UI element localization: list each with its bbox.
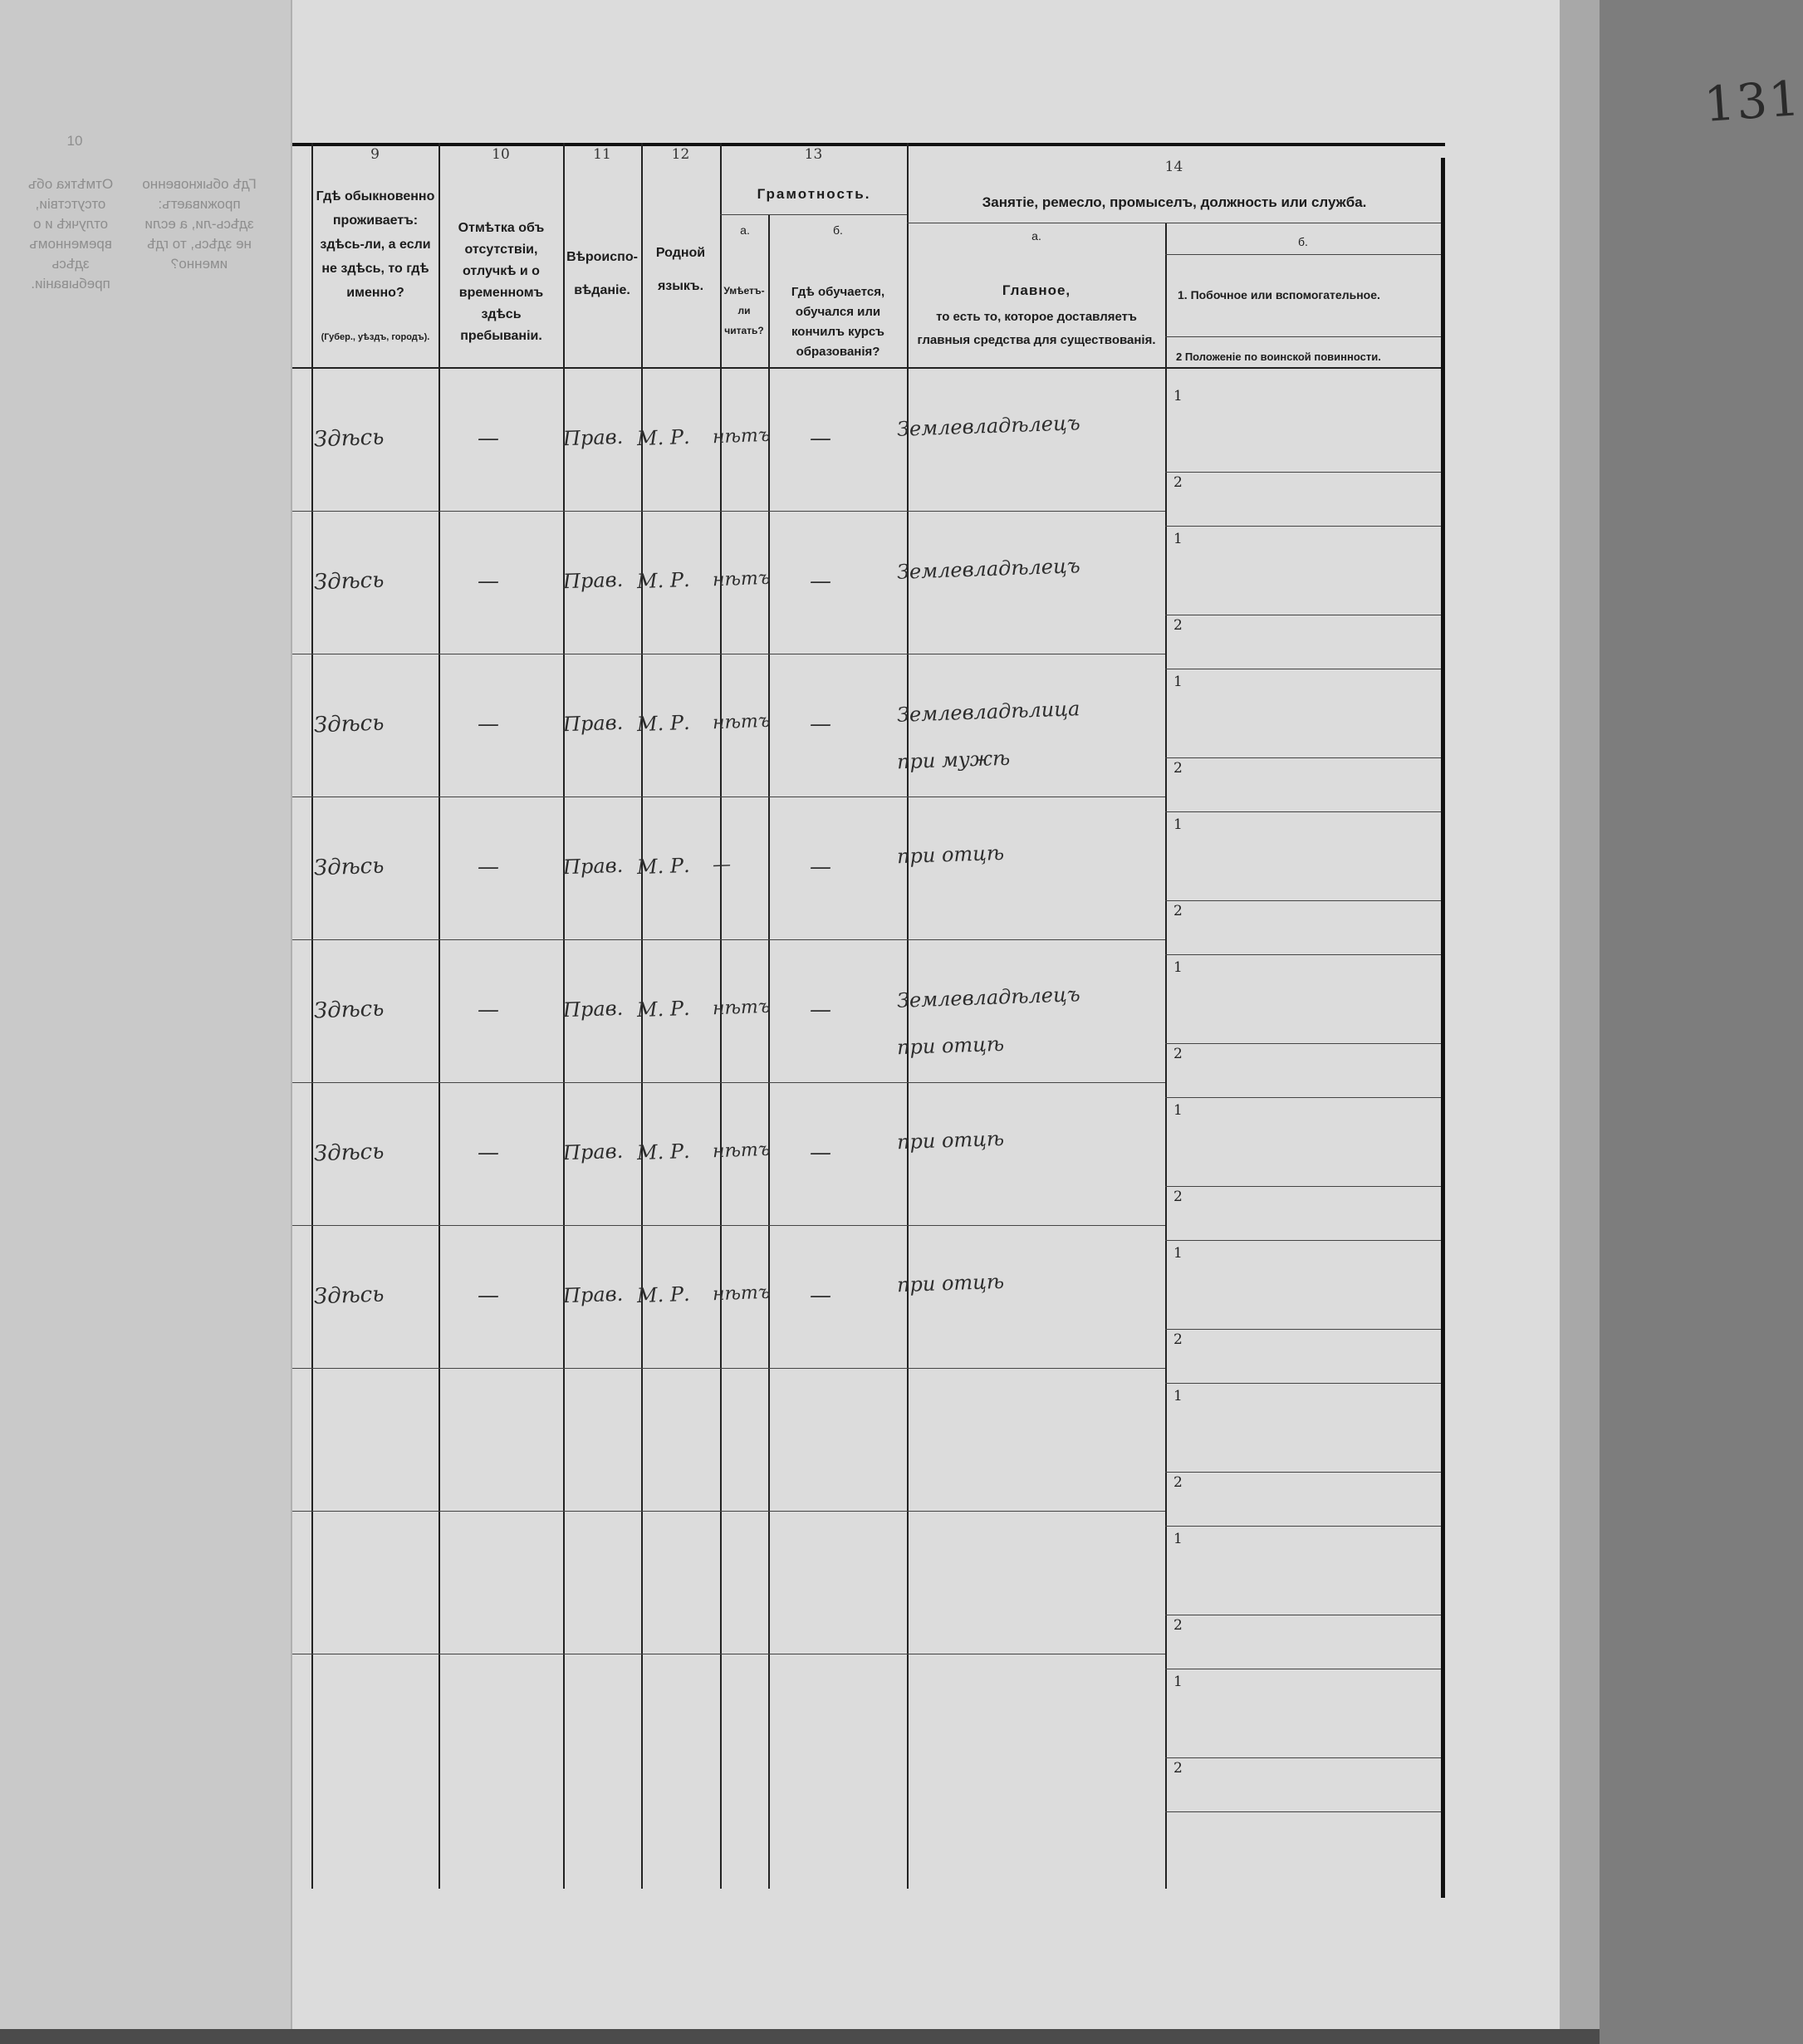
- entry-language: М. Р.: [636, 1282, 691, 1308]
- entry-literacy: нѣтъ: [712, 710, 771, 734]
- entry-language: М. Р.: [636, 710, 691, 737]
- entry-occupation: Землевладѣлецъ: [896, 554, 1081, 584]
- entry-occupation-extra: при мужѣ: [896, 746, 1011, 774]
- entry-religion: Прав.: [562, 996, 624, 1022]
- entry-occupation: Землевладѣлица: [896, 697, 1080, 727]
- entry-language: М. Р.: [636, 853, 691, 880]
- row-mark-1: 1: [1173, 959, 1183, 976]
- entry-religion: Прав.: [562, 424, 624, 451]
- row-mark-2: 2: [1173, 1331, 1183, 1348]
- entry-religion: Прав.: [562, 710, 624, 737]
- row-subdivider: [1165, 1240, 1441, 1241]
- header-religion: Вѣроиспо-вѣданіе.: [566, 250, 638, 297]
- header-secondary-occupation: 1. Побочное или вспомогательное.: [1178, 288, 1380, 301]
- entry-absence: —: [478, 712, 499, 737]
- entry-education: —: [810, 855, 831, 880]
- row-mark-1: 1: [1173, 816, 1183, 833]
- entry-literacy: нѣтъ: [712, 424, 771, 449]
- entry-language: М. Р.: [636, 567, 691, 594]
- header-can-read: Умѣетъ-ли читать?: [723, 285, 765, 336]
- entry-education: —: [810, 569, 831, 594]
- scan-bottom-edge: [0, 2029, 1600, 2044]
- col-number-13: 13: [804, 146, 823, 163]
- entry-literacy: нѣтъ: [712, 567, 771, 591]
- row-mark-1: 1: [1173, 1102, 1183, 1119]
- header-education: Гдѣ обучается, обучался или кончилъ курсъ образованія?: [791, 285, 885, 359]
- entry-residence: Здѣсь: [313, 567, 385, 596]
- row-subdivider: [1165, 757, 1441, 758]
- row-divider: [292, 511, 1165, 512]
- row-subdivider: [1165, 1472, 1441, 1473]
- entry-occupation: Землевладѣлецъ: [896, 411, 1081, 441]
- entry-literacy: нѣтъ: [712, 996, 771, 1020]
- ghost-column-text-a: Отмѣтка объ отсутствіи, отлучкѣ и о временномъ здѣсь пребываніи.: [27, 176, 114, 292]
- entry-religion: Прав.: [562, 853, 624, 880]
- row-subdivider: [1165, 1043, 1441, 1044]
- entry-absence: —: [478, 855, 499, 880]
- col-number-14: 14: [1164, 159, 1183, 175]
- row-mark-2: 2: [1173, 617, 1183, 634]
- entry-education: —: [810, 1140, 831, 1165]
- row-subdivider: [1165, 1097, 1441, 1098]
- row-subdivider: [1165, 1186, 1441, 1187]
- row-subdivider: [1165, 1526, 1441, 1527]
- row-mark-2: 2: [1173, 1189, 1183, 1205]
- entry-education: —: [810, 712, 831, 737]
- row-subdivider: [1165, 526, 1441, 527]
- underlying-left-page: [0, 0, 293, 2031]
- row-subdivider: [1165, 1811, 1441, 1812]
- header-main-occupation: Главное,: [1002, 282, 1071, 298]
- entry-absence: —: [478, 569, 499, 594]
- entry-absence: —: [478, 1283, 499, 1308]
- header-literacy-b: б.: [833, 223, 843, 237]
- header-occupation-b: б.: [1298, 235, 1308, 248]
- entry-literacy: нѣтъ: [712, 1139, 771, 1163]
- entry-occupation-extra: при отцѣ: [896, 1032, 1005, 1060]
- ghost-column-number: 10: [66, 133, 83, 149]
- row-subdivider: [1165, 1757, 1441, 1758]
- row-mark-2: 2: [1173, 1760, 1183, 1777]
- row-mark-2: 2: [1173, 903, 1183, 919]
- entry-absence: —: [478, 997, 499, 1022]
- header-main-occupation-sub: то есть то, которое доставляетъ главныя средства для существованія.: [917, 310, 1156, 347]
- row-mark-1: 1: [1173, 1531, 1183, 1547]
- entry-residence: Здѣсь: [313, 1282, 385, 1310]
- row-mark-1: 1: [1173, 1388, 1183, 1404]
- row-subdivider: [1165, 954, 1441, 955]
- row-mark-1: 1: [1173, 388, 1183, 404]
- entry-absence: —: [478, 426, 499, 451]
- row-mark-2: 2: [1173, 474, 1183, 491]
- entry-residence: Здѣсь: [313, 996, 385, 1024]
- col-number-10: 10: [492, 146, 510, 163]
- col-number-9: 9: [370, 146, 380, 163]
- header-residence: Гдѣ обыкновенно проживаетъ: здѣсь-ли, а если не здѣсь, то гдѣ именно?: [316, 189, 435, 300]
- entry-absence: —: [478, 1140, 499, 1165]
- header-residence-sub: (Губер., уѣздъ, городъ).: [321, 332, 430, 342]
- header-occupation-a: а.: [1031, 229, 1041, 243]
- col-number-11: 11: [593, 146, 611, 163]
- row-subdivider: [1165, 900, 1441, 901]
- header-occupation: Занятіе, ремесло, промыселъ, должность или служба.: [982, 194, 1367, 210]
- row-divider: [292, 1225, 1165, 1226]
- row-subdivider: [1165, 472, 1441, 473]
- header-native-language: Родной языкъ.: [655, 246, 706, 293]
- row-mark-1: 1: [1173, 674, 1183, 690]
- entry-language: М. Р.: [636, 996, 691, 1022]
- entry-religion: Прав.: [562, 1282, 624, 1308]
- row-divider: [292, 1511, 1165, 1512]
- row-subdivider: [1165, 811, 1441, 812]
- header-literacy-a: а.: [740, 223, 750, 237]
- row-divider: [292, 1368, 1165, 1369]
- row-mark-2: 2: [1173, 760, 1183, 777]
- entry-religion: Прав.: [562, 567, 624, 594]
- entry-residence: Здѣсь: [313, 424, 385, 453]
- entry-education: —: [810, 997, 831, 1022]
- row-mark-2: 2: [1173, 1046, 1183, 1062]
- entry-occupation: при отцѣ: [896, 1126, 1005, 1154]
- entry-occupation: при отцѣ: [896, 1269, 1005, 1297]
- entry-education: —: [810, 1283, 831, 1308]
- row-divider: [292, 939, 1165, 940]
- entry-residence: Здѣсь: [313, 710, 385, 738]
- entry-residence: Здѣсь: [313, 1139, 385, 1167]
- row-mark-2: 2: [1173, 1617, 1183, 1634]
- row-divider: [292, 1082, 1165, 1083]
- entry-language: М. Р.: [636, 424, 691, 451]
- entry-education: —: [810, 426, 831, 451]
- entry-religion: Прав.: [562, 1139, 624, 1165]
- entry-residence: Здѣсь: [313, 853, 385, 881]
- header-literacy: Грамотность.: [757, 186, 871, 202]
- entry-literacy: —: [712, 854, 732, 876]
- row-subdivider: [1165, 1383, 1441, 1384]
- page-number: 131: [1702, 70, 1803, 133]
- header-military-status: 2 Положеніе по воинской повинности.: [1176, 350, 1381, 363]
- entry-occupation: при отцѣ: [896, 841, 1005, 869]
- entry-language: М. Р.: [636, 1139, 691, 1165]
- entry-occupation: Землевладѣлецъ: [896, 983, 1081, 1012]
- ghost-column-text-b: Гдѣ обыкновенно проживаетъ: здѣсь-ли, а если не здѣсь, то гдѣ именно?: [142, 176, 257, 272]
- header-absence: Отмѣтка объ отсутствіи, отлучкѣ и о временномъ здѣсь пребываніи.: [458, 221, 545, 343]
- row-mark-1: 1: [1173, 1245, 1183, 1262]
- column-line: [311, 143, 313, 1889]
- row-mark-1: 1: [1173, 531, 1183, 547]
- entry-literacy: нѣтъ: [712, 1282, 771, 1306]
- row-subdivider: [1165, 1329, 1441, 1330]
- col-number-12: 12: [671, 146, 690, 163]
- row-mark-2: 2: [1173, 1474, 1183, 1491]
- row-mark-1: 1: [1173, 1674, 1183, 1690]
